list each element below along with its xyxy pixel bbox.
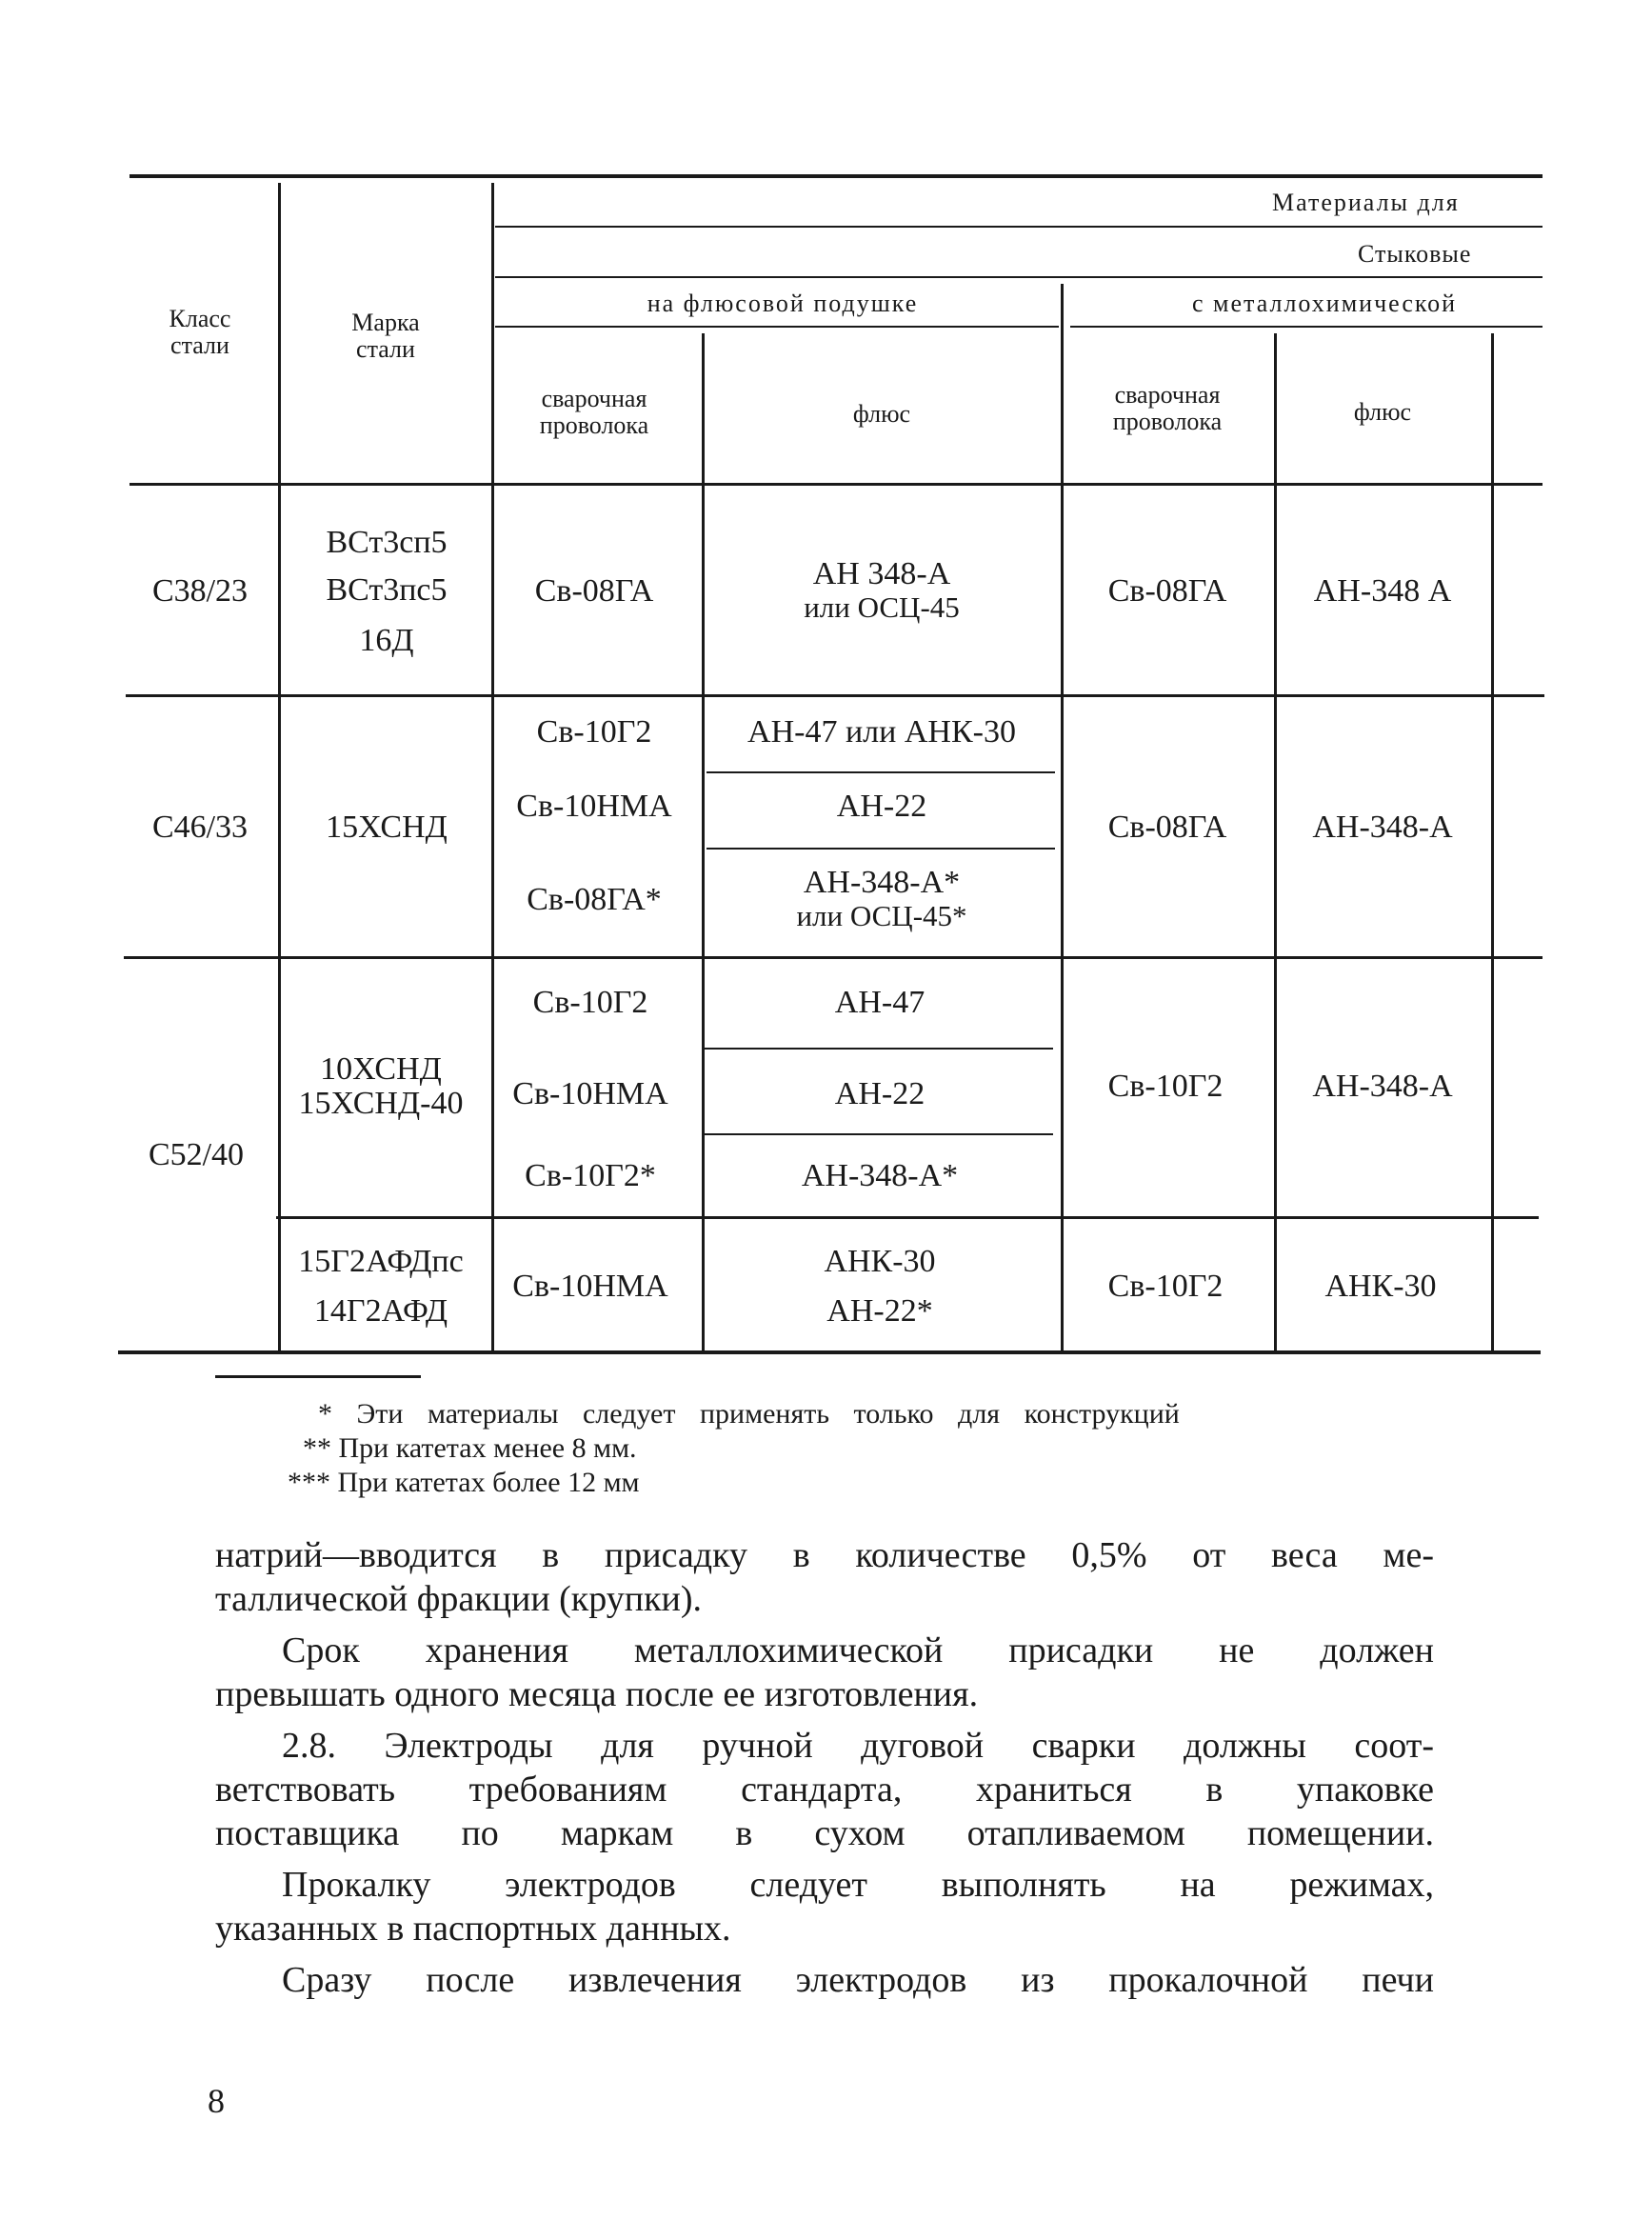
r1-wire: Св-08ГА xyxy=(534,573,654,609)
r1-flux-2: или ОСЦ-45 xyxy=(804,590,960,624)
r3-grade-b2: 14Г2АФД xyxy=(313,1293,448,1329)
body-line-6: ветствовать требованиям стандарта, храниться в упаковке xyxy=(215,1770,1434,1810)
header-flux2: флюс xyxy=(1353,398,1412,426)
r1-grade-2: ВСт3пс5 xyxy=(326,572,448,608)
r1-grade-3: 16Д xyxy=(359,623,414,658)
header-rule-3a xyxy=(495,326,1059,328)
r3-flux-b2: АН-22* xyxy=(826,1293,933,1329)
r1-class: С38/23 xyxy=(151,573,249,609)
header-class-line1: Класс xyxy=(169,305,231,332)
body-line-9: указанных в паспортных данных. xyxy=(215,1909,731,1949)
header-wire-line1: сварочная xyxy=(541,385,647,412)
header-rule-3b xyxy=(1070,326,1543,328)
table-top-rule xyxy=(129,174,1543,178)
col-rule-4 xyxy=(1061,284,1064,1350)
r3-class: С52/40 xyxy=(148,1137,245,1172)
body-line-10: Сразу после извлечения электродов из прокалочной печи xyxy=(282,1960,1434,2000)
r3-flux-a2: АН-22 xyxy=(834,1076,926,1111)
r3-wire-b: Св-10НМА xyxy=(512,1269,668,1304)
r3-flux-a1: АН-47 xyxy=(834,985,926,1020)
r2-wire2: Св-08ГА xyxy=(1107,810,1227,845)
row1-bottom-rule xyxy=(126,694,1544,697)
row2-bottom-rule xyxy=(124,956,1543,959)
header-with-metallochemical: с металлохимической xyxy=(1192,290,1458,317)
header-butt-joints: Стыковые xyxy=(1358,240,1472,268)
r1-grade-1: ВСт3сп5 xyxy=(326,525,448,560)
col-rule-2 xyxy=(491,183,494,1350)
row3-sub-rule xyxy=(276,1216,1539,1219)
page-number: 8 xyxy=(208,2082,225,2120)
header-flux: флюс xyxy=(852,400,911,428)
footnote-1: * Эти материалы следует применять только для конструкций xyxy=(318,1398,1180,1430)
col-rule-3 xyxy=(702,333,705,1350)
col-rule-1 xyxy=(278,183,281,1350)
table-bottom-rule xyxy=(118,1350,1541,1354)
row2-rule-b xyxy=(707,848,1055,850)
body-line-7: поставщика по маркам в сухом отапливаемом помещении. xyxy=(215,1813,1434,1853)
header-rule-1 xyxy=(495,226,1543,228)
body-line-4: превышать одного месяца после ее изготовления. xyxy=(215,1674,979,1714)
footnote-separator xyxy=(215,1375,421,1378)
header-bottom-rule xyxy=(129,483,1543,486)
header-on-flux-cushion: на флюсовой подушке xyxy=(647,290,919,317)
r3-flux-b1: АНК-30 xyxy=(824,1244,936,1279)
footnote-3: *** При катетах более 12 мм xyxy=(288,1467,640,1498)
header-materials-for: Материалы для xyxy=(1272,189,1460,216)
body-line-3: Срок хранения металлохимической присадки не должен xyxy=(282,1630,1434,1670)
r3-flux2-a: АН-348-А xyxy=(1312,1069,1453,1104)
row3-rule-a xyxy=(705,1048,1053,1050)
r3-wire-a3: Св-10Г2* xyxy=(525,1158,656,1193)
r3-grade-b1: 15Г2АФДпс xyxy=(298,1244,464,1279)
body-line-5: 2.8. Электроды для ручной дуговой сварки должны соот- xyxy=(282,1726,1434,1766)
r2-class: С46/33 xyxy=(151,810,249,845)
header-wire2-line1: сварочная xyxy=(1114,381,1221,409)
r2-flux-3a: АН-348-А* xyxy=(803,865,961,900)
r3-grade-a2: 15ХСНД-40 xyxy=(298,1086,464,1121)
header-grade-line1: Марка xyxy=(351,309,420,336)
r3-wire-a1: Св-10Г2 xyxy=(532,985,648,1020)
col-rule-5 xyxy=(1274,333,1277,1350)
r1-flux2: АН-348 А xyxy=(1313,573,1452,609)
row2-rule-a xyxy=(707,771,1055,773)
r1-wire2: Св-08ГА xyxy=(1107,573,1227,609)
body-line-8: Прокалку электродов следует выполнять на режимах, xyxy=(282,1865,1434,1905)
r2-flux-1: АН-47 или АНК-30 xyxy=(747,714,1016,750)
header-wire-line2: проволока xyxy=(539,411,649,439)
footnote-2: ** При катетах менее 8 мм. xyxy=(303,1432,637,1464)
body-line-1: натрий—вводится в присадку в количестве 0,5% от веса ме- xyxy=(215,1535,1434,1575)
header-class-line2: стали xyxy=(170,331,229,359)
r3-wire-a2: Св-10НМА xyxy=(512,1076,668,1111)
r2-wire-1: Св-10Г2 xyxy=(536,714,652,750)
r2-flux-2: АН-22 xyxy=(836,789,927,824)
r2-wire-2: Св-10НМА xyxy=(516,789,672,824)
r3-flux-a3: АН-348-А* xyxy=(801,1158,959,1193)
r3-wire2-a: Св-10Г2 xyxy=(1107,1069,1224,1104)
header-grade-line2: стали xyxy=(356,335,415,363)
r3-grade-a1: 10ХСНД xyxy=(320,1051,442,1087)
row3-rule-b xyxy=(705,1133,1053,1135)
r2-flux2: АН-348-А xyxy=(1312,810,1453,845)
header-wire2-line2: проволока xyxy=(1112,408,1223,435)
r1-flux-1: АН 348-А xyxy=(812,556,951,591)
r2-wire-3: Св-08ГА* xyxy=(527,882,662,917)
r3-wire2-b: Св-10Г2 xyxy=(1107,1269,1224,1304)
body-line-2: таллической фракции (крупки). xyxy=(215,1579,703,1619)
r2-flux-3b: или ОСЦ-45* xyxy=(796,899,967,932)
r2-grade: 15ХСНД xyxy=(326,810,448,845)
col-rule-6 xyxy=(1491,333,1494,1350)
header-rule-2 xyxy=(495,276,1543,278)
r3-flux2-b: АНК-30 xyxy=(1324,1269,1437,1304)
